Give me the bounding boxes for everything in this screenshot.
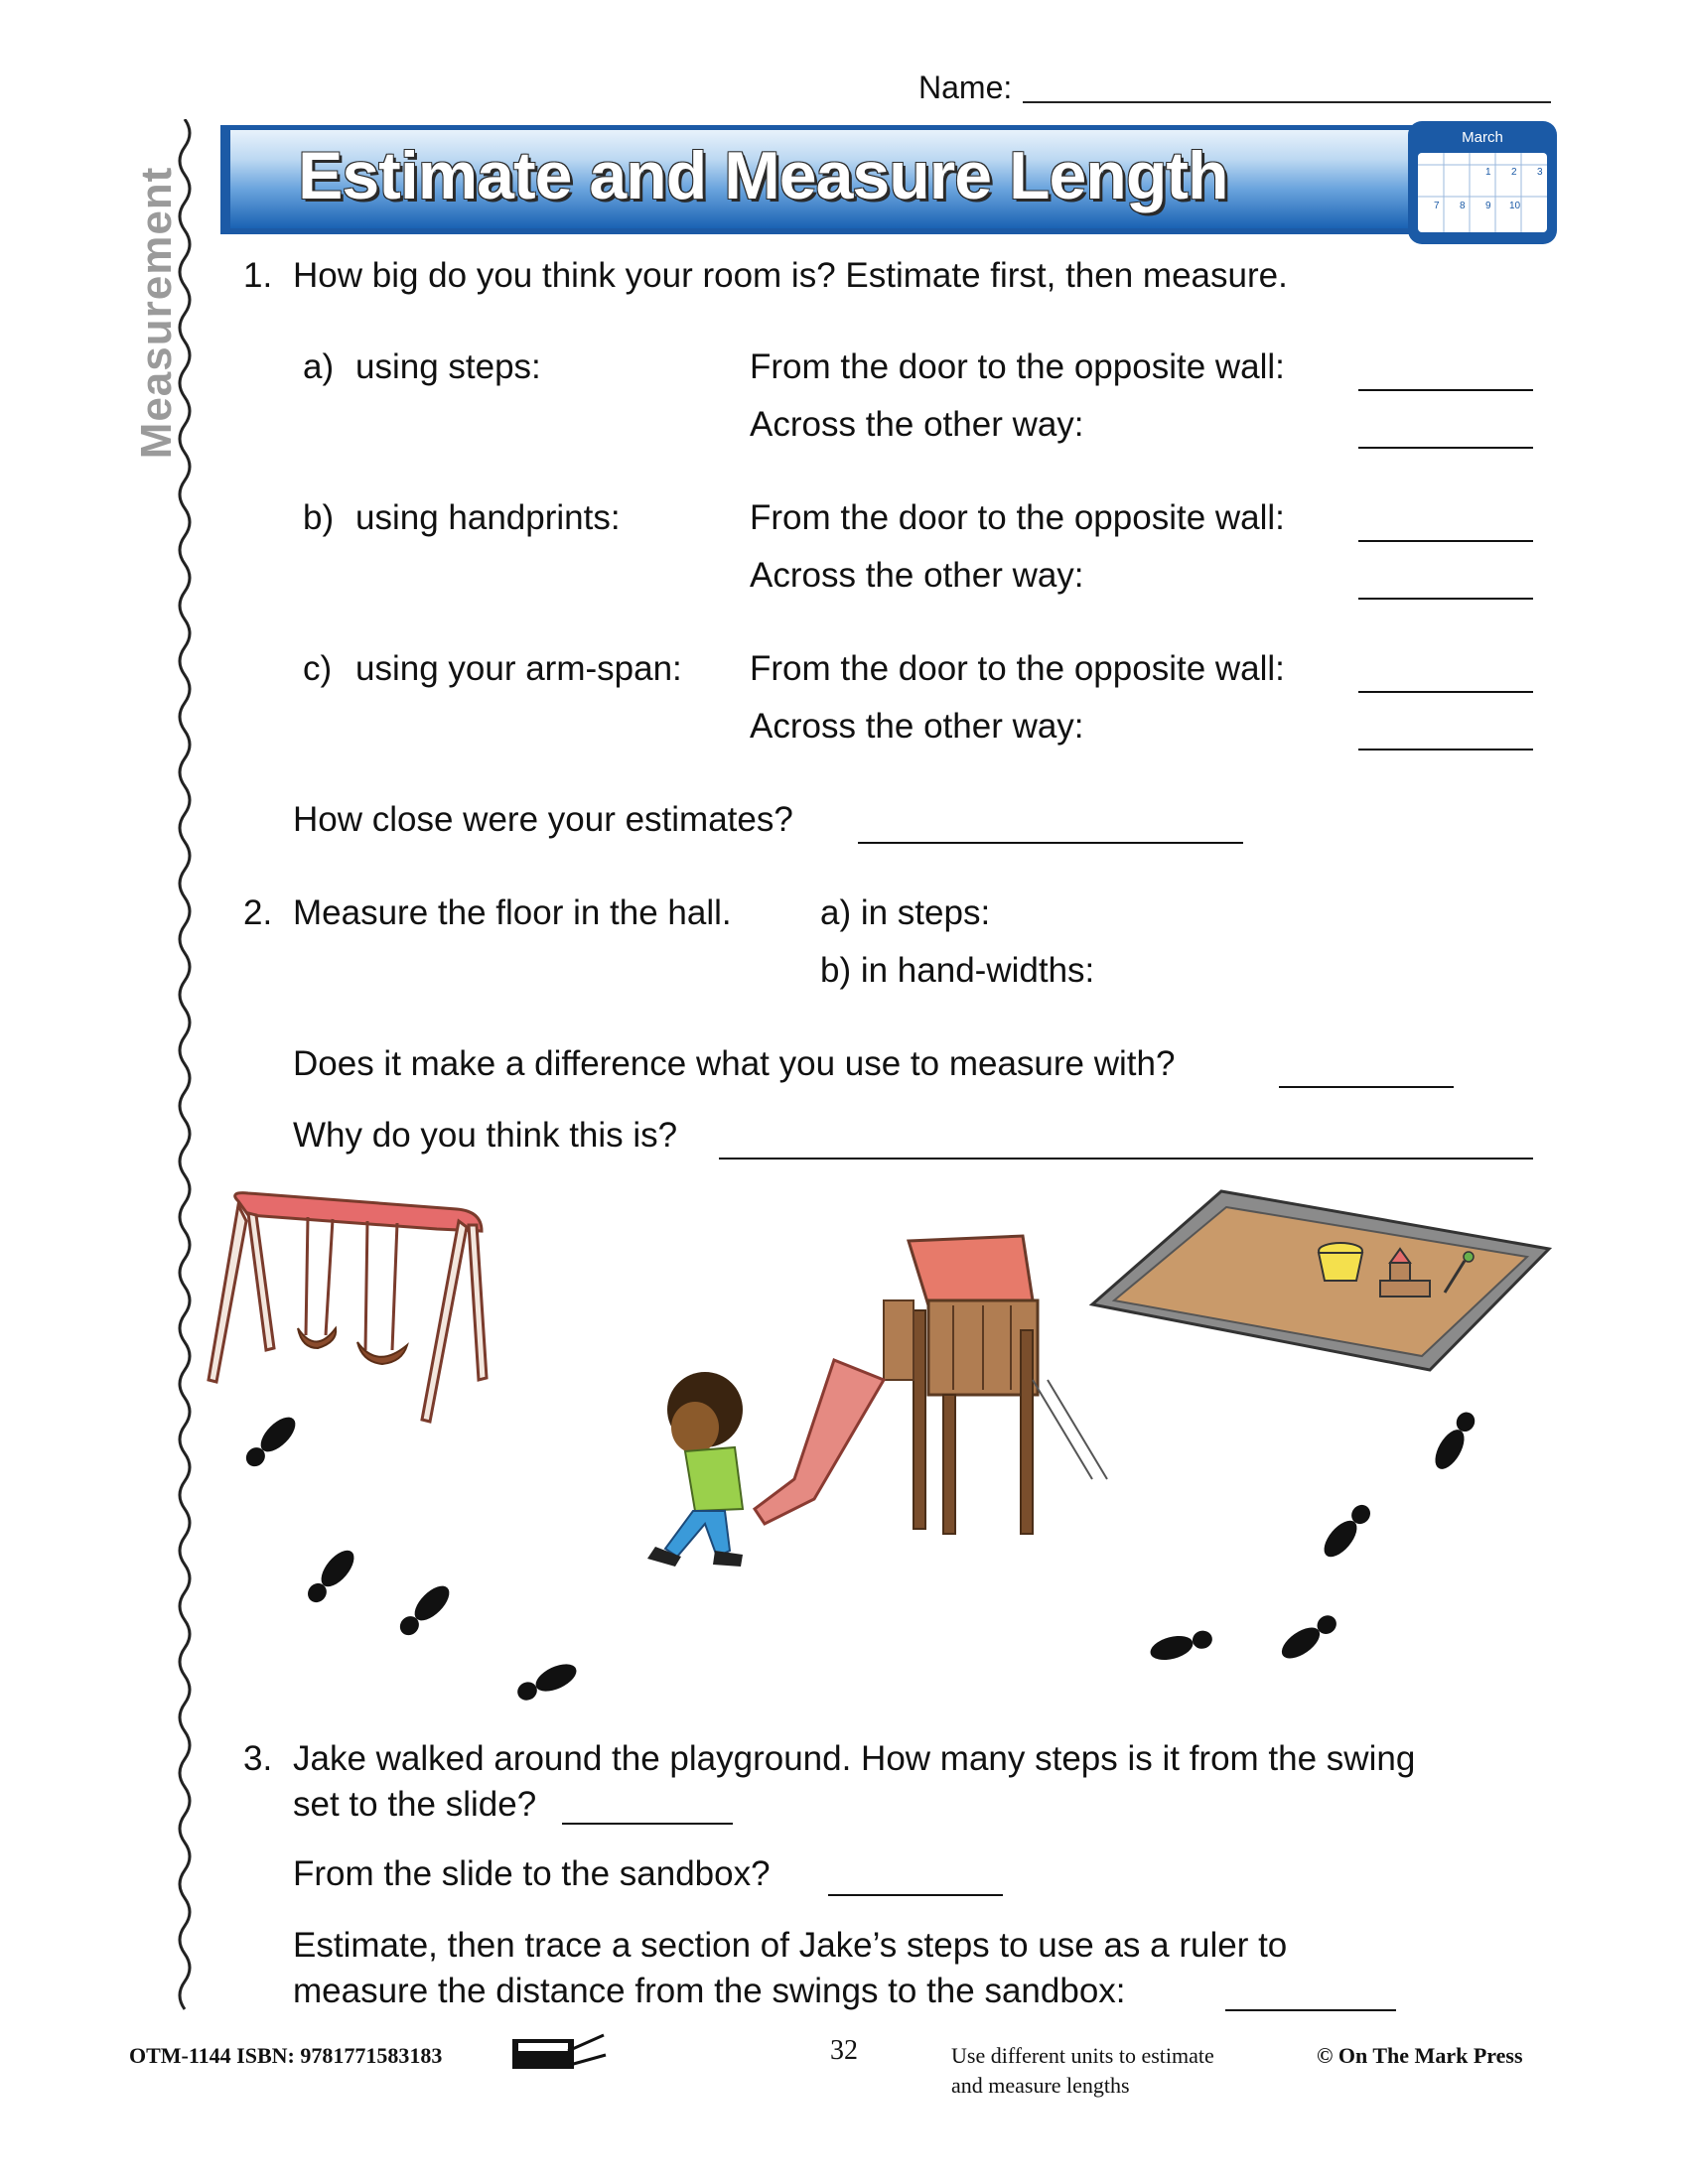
q1b-answer1[interactable] <box>1358 540 1533 542</box>
q2-prompt: Measure the floor in the hall. <box>293 893 732 932</box>
page-number: 32 <box>830 2035 858 2066</box>
q3-swing-slide-answer[interactable] <box>562 1823 733 1825</box>
q3-line2: set to the slide? <box>293 1785 537 1824</box>
q1a-answer1[interactable] <box>1358 389 1533 391</box>
footer-code: OTM-1144 ISBN: 9781771583183 <box>129 2043 443 2068</box>
q1a-line1: From the door to the opposite wall: <box>750 347 1285 386</box>
calendar-month: March <box>1462 129 1503 146</box>
name-label: Name: <box>918 69 1013 105</box>
q1b-method: using handprints: <box>355 498 621 537</box>
q1-prompt: How big do you think your room is? Estimate first, then measure. <box>293 256 1288 295</box>
q1a-line2: Across the other way: <box>750 405 1084 444</box>
swing-set-icon <box>209 1193 487 1422</box>
playground-illustration <box>199 1181 1569 1737</box>
name-field[interactable] <box>1023 101 1551 103</box>
q1c-method: using your arm-span: <box>355 649 682 688</box>
q1c-line2: Across the other way: <box>750 707 1084 746</box>
calendar-day: 2 <box>1511 167 1517 178</box>
footer-objective-line2: and measure lengths <box>951 2073 1130 2098</box>
q1b-answer2[interactable] <box>1358 598 1533 600</box>
q3-number: 3. <box>243 1739 273 1778</box>
q1a-label: a) <box>303 347 335 386</box>
q1a-method: using steps: <box>355 347 541 386</box>
calendar-day: 1 <box>1485 167 1491 178</box>
q1-number: 1. <box>243 256 273 295</box>
q1a-answer2[interactable] <box>1358 447 1533 449</box>
footer-copyright: © On The Mark Press <box>1317 2043 1523 2068</box>
q3-sandbox-answer[interactable] <box>828 1894 1003 1896</box>
q2b-label: b) in hand-widths: <box>820 951 1095 990</box>
q3-sandbox: From the slide to the sandbox? <box>293 1854 771 1893</box>
calendar-day: 3 <box>1537 167 1543 178</box>
q2-why: Why do you think this is? <box>293 1116 678 1155</box>
q3-estimate2: measure the distance from the swings to the sandbox: <box>293 1972 1126 2010</box>
calendar-day: 8 <box>1460 201 1466 211</box>
calendar-grid <box>1418 153 1547 232</box>
q1c-line1: From the door to the opposite wall: <box>750 649 1285 688</box>
q1c-answer1[interactable] <box>1358 691 1533 693</box>
child-jake-icon <box>647 1372 743 1567</box>
footer-objective-line1: Use different units to estimate <box>951 2043 1214 2068</box>
q1c-answer2[interactable] <box>1358 749 1533 751</box>
calendar-icon <box>1408 121 1557 244</box>
page-title: Estimate and Measure Length <box>298 138 1228 213</box>
side-label: Measurement <box>132 166 181 460</box>
calendar-lines <box>1418 153 1547 232</box>
calendar-day: 9 <box>1485 201 1491 211</box>
q1-followup-answer[interactable] <box>858 842 1243 844</box>
q1-followup: How close were your estimates? <box>293 800 793 839</box>
q2-difference-answer[interactable] <box>1279 1086 1454 1088</box>
q2-difference: Does it make a difference what you use to measure with? <box>293 1044 1176 1083</box>
wavy-border <box>175 119 195 2025</box>
q1b-line2: Across the other way: <box>750 556 1084 595</box>
sandbox-icon <box>1092 1191 1549 1370</box>
q3-estimate-answer[interactable] <box>1225 2009 1396 2011</box>
footprints-icon <box>241 1408 1480 1706</box>
q2-number: 2. <box>243 893 273 932</box>
q1b-line1: From the door to the opposite wall: <box>750 498 1285 537</box>
play-structure-icon <box>755 1236 1107 1534</box>
q2a-label: a) in steps: <box>820 893 991 932</box>
q1c-label: c) <box>303 649 333 688</box>
q3-line1: Jake walked around the playground. How many steps is it from the swing <box>293 1739 1416 1778</box>
q1b-label: b) <box>303 498 335 537</box>
calendar-day: 10 <box>1509 201 1521 211</box>
calendar-day: 7 <box>1434 201 1440 211</box>
q3-estimate1: Estimate, then trace a section of Jake’s steps to use as a ruler to <box>293 1926 1288 1965</box>
copier-icon <box>508 2029 608 2079</box>
q2-why-answer[interactable] <box>719 1158 1533 1160</box>
